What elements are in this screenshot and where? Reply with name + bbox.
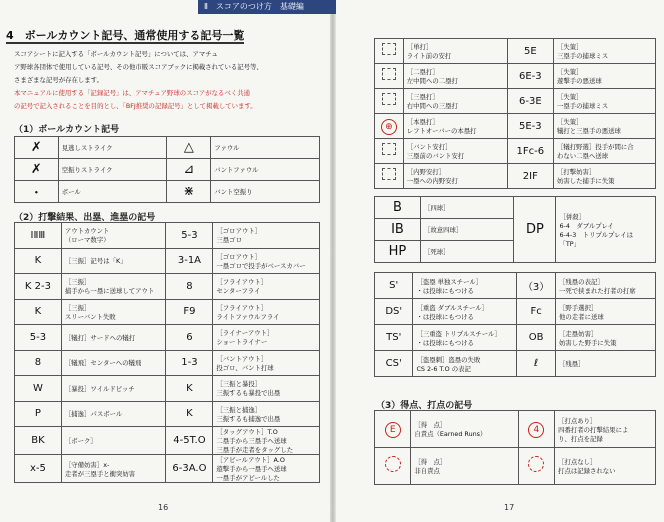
- symbol-cell: 6-3E: [507, 89, 553, 114]
- label-cell: 見逃しストライク: [58, 137, 167, 159]
- symbol-cell: 6: [166, 325, 213, 351]
- label-cell: ［打撃妨害］ 妨害した捕手に失策: [554, 164, 656, 189]
- label-cell: ［三振］ スリーバント失敗: [61, 299, 166, 325]
- table-row: [375, 197, 656, 219]
- steal-table: [374, 272, 656, 377]
- table-row: [375, 299, 656, 325]
- symbol-cell: TS': [375, 325, 413, 351]
- symbol-cell: ⋇: [167, 181, 211, 203]
- symbol-cell: IB: [375, 219, 421, 241]
- table-row: [15, 248, 320, 274]
- label-cell: ［三振］記号は「K」: [61, 248, 166, 274]
- table-row: [375, 89, 656, 114]
- label-cell: ［打点なし］ 打点は記録されない: [555, 448, 656, 485]
- symbol-cell: 5E: [507, 39, 553, 64]
- symbol-cell: K: [15, 299, 62, 325]
- label-cell: ［アピールアウト］A.O 遊撃手から一塁手へ送球 一塁手がアピールした: [213, 455, 320, 483]
- label-cell: ［三振と暴投］ 三振するも暴投で出塁: [213, 376, 320, 402]
- symbol-cell: 5E-3: [507, 114, 553, 139]
- subsection-score: （3）得点、打点の記号: [376, 401, 473, 411]
- label-cell: ［残塁の表記］ 一死で挟まれた打者の打席: [556, 273, 656, 299]
- table-row: [375, 139, 656, 164]
- dp-label: ［併殺］ 6-4 ダブルプレイ 6-4-3 トリプルプレイは 「TP」: [556, 197, 656, 263]
- symbol-cell: ✗: [15, 159, 59, 181]
- table-row: [15, 299, 320, 325]
- symbol-cell: OB: [517, 325, 556, 351]
- label-cell: ［犠打野選］投手が間に合 わない二塁へ送球: [554, 139, 656, 164]
- subsection-batting: （2）打撃結果、出塁、進塁の記号: [14, 213, 156, 223]
- symbol-cell: W: [15, 376, 62, 402]
- table-row: [15, 274, 320, 300]
- table-row: [15, 325, 320, 351]
- label-cell: ［盗塁刺］盗塁の失敗 CS 2-6 T.O の表記: [413, 351, 517, 377]
- symbol-cell: DS': [375, 299, 413, 325]
- table-row: [375, 448, 656, 485]
- left-page: [0, 0, 330, 522]
- label-cell: ［重盗 ダブルスチール］ ・は投球にもつける: [413, 299, 517, 325]
- score-icon: E: [375, 411, 411, 448]
- symbol-cell: P: [15, 401, 62, 427]
- label-cell: ［打点あり］ 四番打者の打撃結果によ り、打点を記録: [555, 411, 656, 448]
- dp-symbol: DP: [514, 197, 556, 263]
- table-row: [15, 137, 320, 159]
- symbol-cell: HP: [375, 241, 421, 263]
- label-cell: ［野手選択］ 他の走者に送球: [556, 299, 656, 325]
- symbol-cell: ⊿: [167, 159, 211, 181]
- batting-table: [14, 222, 320, 483]
- symbol-cell: （3）: [517, 273, 556, 299]
- label-cell: ［バント安打］ 三塁前のバント安打: [403, 139, 507, 164]
- table-row: [375, 39, 656, 64]
- diamond-icon: ⊕: [375, 114, 404, 139]
- right-page: [336, 0, 664, 522]
- symbol-cell: 8: [166, 274, 213, 300]
- label-cell: ［捕逸］パスボール: [61, 401, 166, 427]
- subsection-ballcount: （1）ボールカウント記号: [14, 125, 120, 135]
- table-row: [15, 401, 320, 427]
- table-row: [375, 164, 656, 189]
- label-cell: ［盗塁 単独スチール］ ・は投球にもつける: [413, 273, 517, 299]
- label-cell: ［暴投］ワイルドピッチ: [61, 376, 166, 402]
- label-cell: バント空振り: [211, 181, 320, 203]
- label-cell: ［三振と捕逸］ 三振するも捕逸で出塁: [213, 401, 320, 427]
- score-table: [374, 410, 656, 485]
- label-cell: ［失策］ 三塁手の捕球ミス: [554, 39, 656, 64]
- label-cell: ［四球］: [420, 197, 513, 219]
- label-cell: ［内野安打］ 一塁への内野安打: [403, 164, 507, 189]
- symbol-cell: CS': [375, 351, 413, 377]
- label-cell: ［死球］: [420, 241, 513, 263]
- label-cell: ［失策］ 犠打と三塁手の悪送球: [554, 114, 656, 139]
- label-cell: ［単打］ ライト前の安打: [403, 39, 507, 64]
- label-cell: ［ゴロアウト］ 一塁ゴロで投手がベースカバー: [213, 248, 320, 274]
- table-row: [375, 273, 656, 299]
- label-cell: ［犠打］サードへの犠打: [61, 325, 166, 351]
- label-cell: ［ボーク］: [61, 427, 166, 455]
- diamond-icon: [375, 64, 404, 89]
- label-cell: ［犠飛］センターへの犠飛: [61, 350, 166, 376]
- symbol-cell: K: [166, 376, 213, 402]
- symbol-cell: 5-3: [15, 325, 62, 351]
- label-cell: ［得 点］ 自責点（Earned Runs）: [411, 411, 518, 448]
- label-cell: ［ライナーアウト］ ショートライナー: [213, 325, 320, 351]
- symbol-cell: 5-3: [166, 223, 213, 249]
- label-cell: ［残塁］: [556, 351, 656, 377]
- symbol-cell: BK: [15, 427, 62, 455]
- symbol-cell: 4-5T.O: [166, 427, 213, 455]
- table-row: [15, 223, 320, 249]
- label-cell: ［二塁打］ 左中間への二塁打: [403, 64, 507, 89]
- table-row: [375, 114, 656, 139]
- intro-text: スコアシートに記入する「ボールカウント記号」については、アマチュ ア野球各団体で使用している記号、その他市販スコアブックに掲載されている記号等、 さまざまな記号が存在します。 本マニュアルに使用する「記録記号」は、アマチュア野球のスコアがなるべく共通 の記号で記入されることを目的とし、「BFJ推奨の記録記号」として掲載しています。: [14, 50, 263, 110]
- symbol-cell: ℓ: [517, 351, 556, 377]
- label-cell: バントファウル: [211, 159, 320, 181]
- symbol-cell: K 2-3: [15, 274, 62, 300]
- symbol-cell: x-5: [15, 455, 62, 483]
- page-number: 16: [158, 503, 169, 512]
- section-title: 4 ボールカウント記号、通常使用する記号一覧: [6, 29, 245, 42]
- label-cell: ［故意四球］: [420, 219, 513, 241]
- symbol-cell: 6E-3: [507, 64, 553, 89]
- page-number: 17: [504, 503, 515, 512]
- label-cell: ［得 点］ 非自責点: [411, 448, 518, 485]
- label-cell: ［バントアウト］ 投ゴロ、バント打球: [213, 350, 320, 376]
- symbol-cell: F9: [166, 299, 213, 325]
- label-cell: 空振りストライク: [58, 159, 167, 181]
- diamond-icon: [375, 139, 404, 164]
- label-cell: ［ゴロアウト］ 三塁ゴロ: [213, 223, 320, 249]
- symbol-cell: 6-3A.O: [166, 455, 213, 483]
- table-row: [15, 159, 320, 181]
- diamond-icon: [375, 39, 404, 64]
- symbol-cell: 1-3: [166, 350, 213, 376]
- label-cell: ［フライアウト］ ライトファウルフライ: [213, 299, 320, 325]
- walks-dp-table: [374, 196, 656, 263]
- label-cell: ［三重盗 トリプルスチール］ ・は投球にもつける: [413, 325, 517, 351]
- symbol-cell: ⅠⅡⅢ: [15, 223, 62, 249]
- table-row: [15, 427, 320, 455]
- label-cell: ファウル: [211, 137, 320, 159]
- label-cell: ［三振］ 捕手から一塁に送球してアウト: [61, 274, 166, 300]
- symbol-cell: S': [375, 273, 413, 299]
- symbol-cell: 3-1A: [166, 248, 213, 274]
- symbol-cell: 1Fc-6: [507, 139, 553, 164]
- rbi-icon: 4: [518, 411, 554, 448]
- symbol-cell: K: [15, 248, 62, 274]
- table-row: [375, 325, 656, 351]
- symbol-cell: ・: [15, 181, 59, 203]
- label-cell: ［三塁打］ 右中間への三塁打: [403, 89, 507, 114]
- label-cell: ［守備妨害］x- 走者が三塁手と衝突妨害: [61, 455, 166, 483]
- symbol-cell: ✗: [15, 137, 59, 159]
- table-row: [15, 181, 320, 203]
- label-cell: アウトカウント （ローマ数字）: [61, 223, 166, 249]
- table-row: [15, 376, 320, 402]
- table-row: [375, 351, 656, 377]
- table-row: [375, 64, 656, 89]
- table-row: [15, 455, 320, 483]
- running-header: Ⅱ スコアのつけ方 基礎編: [198, 0, 336, 14]
- label-cell: ［走塁妨害］ 妨害した野手に失策: [556, 325, 656, 351]
- label-cell: ［失策］ 遊撃手の悪送球: [554, 64, 656, 89]
- label-cell: ［フライアウト］ センターフライ: [213, 274, 320, 300]
- table-row: [375, 411, 656, 448]
- label-cell: ボール: [58, 181, 167, 203]
- label-cell: ［本塁打］ レフトオーバーの本塁打: [403, 114, 507, 139]
- ballcount-table: [14, 136, 320, 203]
- symbol-cell: 2IF: [507, 164, 553, 189]
- score-icon: [375, 448, 411, 485]
- label-cell: ［タッグアウト］T.O 二塁手から三塁手へ送球 三塁手が走者をタッグした: [213, 427, 320, 455]
- hits-errors-table: [374, 38, 656, 189]
- rbi-icon: [518, 448, 554, 485]
- symbol-cell: K: [166, 401, 213, 427]
- symbol-cell: B: [375, 197, 421, 219]
- symbol-cell: △: [167, 137, 211, 159]
- diamond-icon: [375, 89, 404, 114]
- table-row: [15, 350, 320, 376]
- diamond-icon: [375, 164, 404, 189]
- label-cell: ［失策］ 一塁手の捕球ミス: [554, 89, 656, 114]
- symbol-cell: 8: [15, 350, 62, 376]
- symbol-cell: Fc: [517, 299, 556, 325]
